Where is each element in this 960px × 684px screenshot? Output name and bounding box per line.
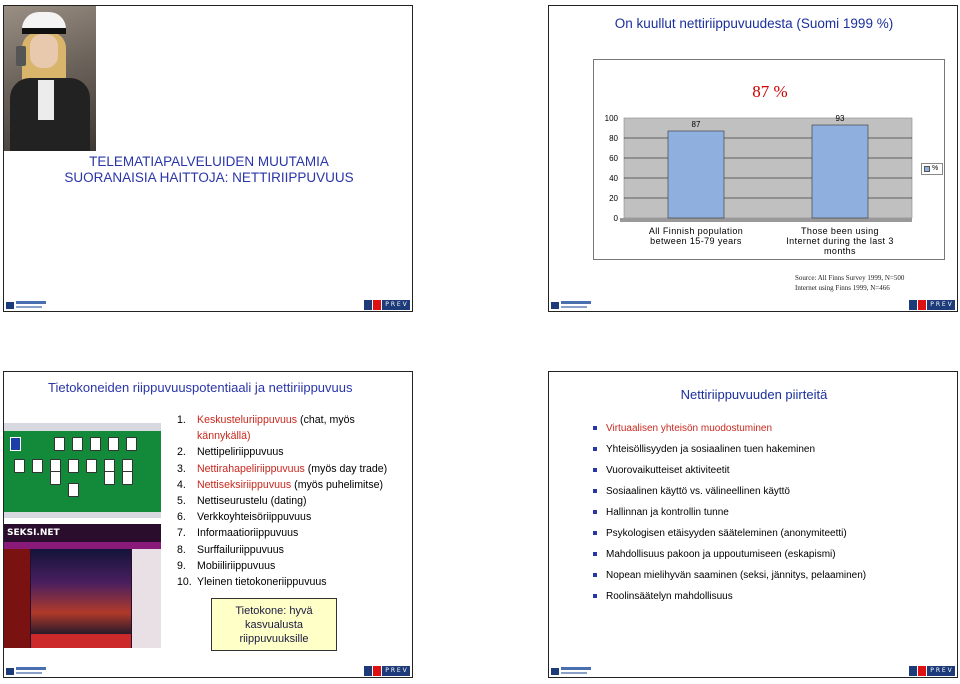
y-tick-label: 20 bbox=[609, 194, 618, 203]
bullet-item: Sosiaalinen käyttö vs. välineellinen käyttö bbox=[593, 485, 953, 506]
list-item: 5. Nettiseurustelu (dating) bbox=[177, 495, 307, 508]
list-item: 7. Informaatioriippuvuus bbox=[177, 527, 299, 540]
prev-logo: P R E V bbox=[364, 300, 410, 310]
solitaire-screenshot bbox=[4, 423, 161, 518]
foundation-logo bbox=[551, 667, 591, 676]
slide-features bbox=[548, 371, 958, 678]
y-tick-label: 60 bbox=[609, 154, 618, 163]
list-item: 2. Nettipeliriippuvuus bbox=[177, 446, 284, 459]
bar bbox=[812, 125, 868, 218]
bullet-item: Nopean mielihyvän saaminen (seksi, jännitys, pelaaminen) bbox=[593, 569, 953, 590]
x-category-label: Internet during the last 3 bbox=[786, 236, 894, 246]
slide-title: Nettiriippuvuuden piirteitä bbox=[680, 387, 828, 402]
bullet-item: Psykologisen etäisyyden säätelеminen (anonymiteetti) bbox=[593, 527, 953, 548]
foundation-logo bbox=[551, 301, 591, 310]
bar-value-label: 93 bbox=[835, 114, 845, 123]
list-item: 4. Nettiseksiriippuvuus (myös puhelimitse) bbox=[177, 478, 384, 491]
highlight-value: 87 % bbox=[752, 82, 788, 101]
x-category-label: between 15-79 years bbox=[650, 236, 742, 246]
slide-chart bbox=[548, 5, 958, 312]
plot-floor bbox=[620, 218, 912, 222]
bar bbox=[668, 131, 724, 218]
list-item: 10. Yleinen tietokoneriippuvuus bbox=[177, 576, 327, 589]
x-category-label: Those been using bbox=[801, 226, 879, 236]
chart-title: On kuullut nettiriippuvuudesta (Suomi 1999 %) bbox=[614, 16, 894, 31]
list-item: 1. Keskusteluriippuvuus (chat, myös kännykällä) bbox=[177, 414, 355, 443]
addiction-list bbox=[177, 412, 407, 590]
prev-logo: P R E V bbox=[909, 300, 955, 310]
legend-label: % bbox=[932, 165, 939, 172]
adult-site-screenshot bbox=[4, 524, 161, 648]
bullet-item: Hallinnan ja kontrollin tunne bbox=[593, 506, 953, 527]
bullet-item: Vuorovaikutteiset aktiviteetit bbox=[593, 464, 953, 485]
feature-bullets bbox=[593, 422, 953, 611]
y-tick-label: 40 bbox=[609, 174, 618, 183]
callout-box: Tietokone: hyvä kasvualusta riippuvuuksille bbox=[211, 598, 337, 651]
chart-frame bbox=[593, 59, 945, 260]
prev-logo: P R E V bbox=[909, 666, 955, 676]
slide-title: TELEMATIAPALVELUIDEN MUUTAMIA SUORANAISIA HAITTOJA: NETTIRIIPPUVUUS bbox=[64, 154, 354, 185]
chart-legend bbox=[921, 163, 943, 175]
student-cap-photo bbox=[4, 6, 96, 151]
foundation-logo bbox=[6, 301, 46, 310]
x-category-label: All Finnish population bbox=[648, 226, 744, 236]
prev-logo: P R E V bbox=[364, 666, 410, 676]
y-tick-label: 80 bbox=[609, 134, 618, 143]
bullet-item: Virtuaalisen yhteisön muodostuminen bbox=[593, 422, 953, 443]
bullet-item: Yhteisöllisyyden ja sosiaalinen tuen hakeminen bbox=[593, 443, 953, 464]
foundation-logo bbox=[6, 667, 46, 676]
slide-addiction-types bbox=[3, 371, 413, 678]
legend-swatch bbox=[924, 166, 930, 172]
list-item: 8. Surffailuriippuvuus bbox=[177, 543, 284, 556]
bar-chart bbox=[594, 60, 946, 261]
y-tick-label: 100 bbox=[604, 114, 618, 123]
slide-telematiikka bbox=[3, 5, 413, 312]
x-category-label: months bbox=[824, 246, 856, 256]
bar-value-label: 87 bbox=[691, 120, 701, 129]
list-item: 3. Nettirahapeliriippuvuus (myös day trade) bbox=[177, 462, 388, 475]
list-item: 6. Verkkoyhteisöriippuvuus bbox=[177, 511, 312, 524]
bullet-item: Roolinsäätelyn mahdollisuus bbox=[593, 590, 953, 611]
y-tick-label: 0 bbox=[613, 214, 618, 223]
bullet-item: Mahdollisuus pakoon ja uppoutumiseen (eskapismi) bbox=[593, 548, 953, 569]
plot-area bbox=[624, 118, 912, 218]
slide-title: Tietokoneiden riippuvuuspotentiaali ja nettiriippuvuus bbox=[48, 380, 353, 395]
source-note: Source: All Finns Survey 1999, N=500 Internet using Finns 1999, N=466 bbox=[795, 274, 905, 292]
list-item: 9. Mobiiliriippuvuus bbox=[177, 559, 276, 572]
mobile-phone-icon bbox=[16, 46, 26, 66]
site-logo: SEKSI.NET bbox=[7, 528, 60, 538]
